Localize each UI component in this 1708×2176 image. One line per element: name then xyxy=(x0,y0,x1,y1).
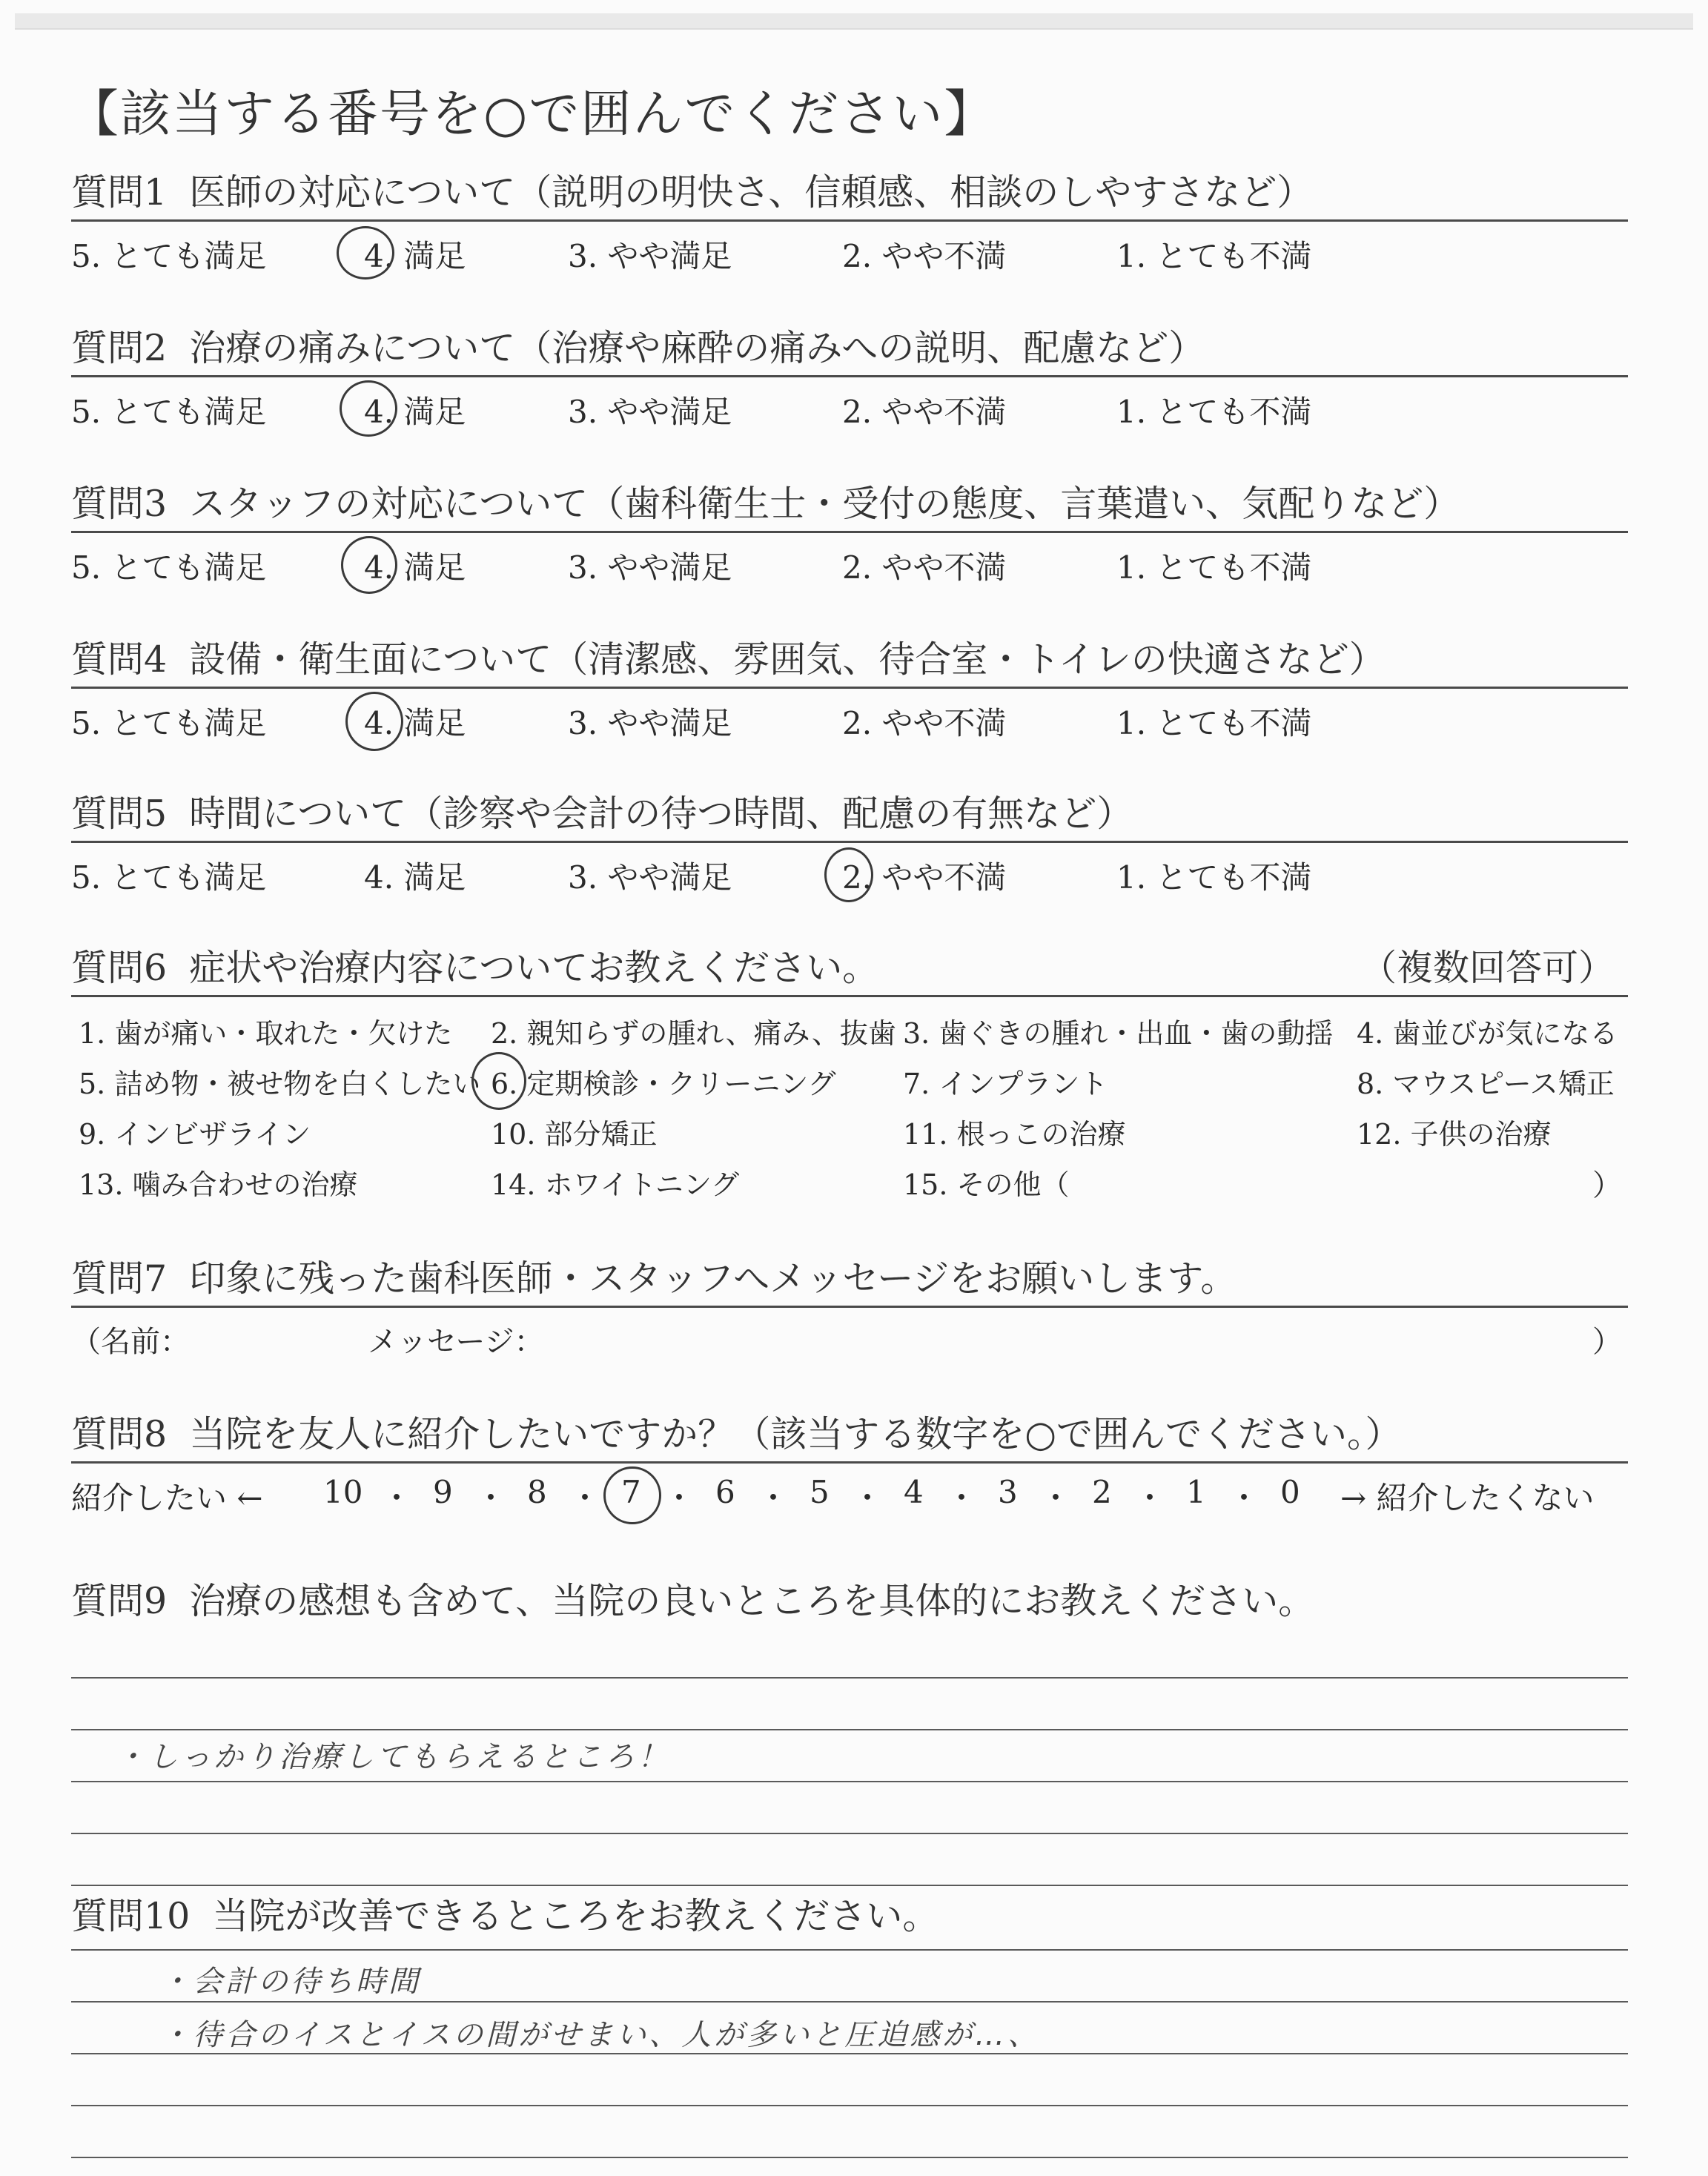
option-4[interactable]: 4. 満足 xyxy=(364,394,466,430)
q6-option-14[interactable]: 14. ホワイトニング xyxy=(491,1168,740,1201)
selection-circle xyxy=(824,847,873,902)
q6-option-1[interactable]: 1. 歯が痛い・取れた・欠けた xyxy=(79,1017,453,1050)
q6-option-10[interactable]: 10. 部分矯正 xyxy=(491,1118,658,1151)
question-number: 質問3 xyxy=(71,483,168,525)
scale-value-1[interactable]: 1 xyxy=(1186,1474,1206,1510)
scale-dot: ・ xyxy=(1228,1480,1260,1516)
answer-line xyxy=(71,2001,1628,2003)
selection-circle xyxy=(471,1052,526,1110)
question-9 xyxy=(71,1579,1628,1891)
scale-value-7[interactable]: 7 xyxy=(621,1474,641,1510)
answer-line xyxy=(71,1729,1628,1730)
handwritten-answer-1: ・会計の待ち時間 xyxy=(160,1965,421,1999)
question-title: 治療の感想も含めて、当院の良いところを具体的にお教えください。 xyxy=(189,1580,1315,1622)
q6-option-7[interactable]: 7. インプラント xyxy=(903,1068,1108,1100)
handwritten-answer-2: ・待合のイスとイスの間がせまい、人が多いと圧迫感が…、 xyxy=(160,2018,1041,2052)
option-4[interactable]: 4. 満足 xyxy=(364,549,466,586)
option-5[interactable]: 5. とても満足 xyxy=(71,238,267,274)
q6-option-4[interactable]: 4. 歯並びが気になる xyxy=(1357,1017,1618,1050)
option-1[interactable]: 1. とても不満 xyxy=(1116,705,1312,741)
option-2[interactable]: 2. やや不満 xyxy=(842,238,1007,274)
q6-option-5[interactable]: 5. 詰め物・被せ物を白くしたい xyxy=(79,1068,481,1100)
scale-dot: ・ xyxy=(852,1480,884,1516)
scale-dot: ・ xyxy=(758,1480,790,1516)
question-number: 質問5 xyxy=(71,793,168,835)
question-1 xyxy=(71,171,1628,274)
option-4[interactable]: 4. 満足 xyxy=(364,238,466,274)
message-close-paren: ） xyxy=(1592,1325,1622,1359)
scale-value-3[interactable]: 3 xyxy=(998,1474,1018,1510)
scale-dot: ・ xyxy=(381,1480,413,1516)
message-label: メッセージ： xyxy=(368,1325,544,1359)
option-2[interactable]: 2. やや不満 xyxy=(842,705,1007,741)
question-3 xyxy=(71,482,1628,585)
question-title: 時間について（診察や会計の待つ時間、配慮の有無など） xyxy=(189,793,1133,835)
answer-line xyxy=(71,1885,1628,1886)
question-2 xyxy=(71,326,1628,429)
scale-dot: ・ xyxy=(663,1480,695,1516)
question-title: スタッフの対応について（歯科衛生士・受付の態度、言葉遣い、気配りなど） xyxy=(189,483,1460,525)
q6-option-3[interactable]: 3. 歯ぐきの腫れ・出血・歯の動揺 xyxy=(903,1017,1334,1050)
option-2[interactable]: 2. やや不満 xyxy=(842,859,1007,896)
scale-value-0[interactable]: 0 xyxy=(1280,1474,1300,1510)
q6-option-6[interactable]: 6. 定期検診・クリーニング xyxy=(491,1068,836,1100)
q6-option-2[interactable]: 2. 親知らずの腫れ、痛み、抜歯 xyxy=(491,1017,896,1050)
scale-value-6[interactable]: 6 xyxy=(715,1474,735,1510)
scan-top-edge xyxy=(15,13,1693,30)
q6-option-12[interactable]: 12. 子供の治療 xyxy=(1357,1118,1552,1151)
selection-circle xyxy=(345,692,403,751)
scale-dot: ・ xyxy=(1134,1480,1166,1516)
option-2[interactable]: 2. やや不満 xyxy=(842,549,1007,586)
selection-circle xyxy=(337,226,394,280)
scale-right-label: → 紹介したくない xyxy=(1340,1480,1595,1516)
selection-circle xyxy=(603,1466,661,1524)
scale-dot: ・ xyxy=(475,1480,507,1516)
name-label: （名前： xyxy=(71,1325,190,1359)
option-1[interactable]: 1. とても不満 xyxy=(1116,859,1312,896)
scale-dot: ・ xyxy=(569,1480,601,1516)
selection-circle xyxy=(341,536,397,594)
option-5[interactable]: 5. とても満足 xyxy=(71,549,267,586)
answer-line xyxy=(71,1833,1628,1834)
scale-value-4[interactable]: 4 xyxy=(904,1474,924,1510)
option-4[interactable]: 4. 満足 xyxy=(364,859,466,896)
option-5[interactable]: 5. とても満足 xyxy=(71,394,267,430)
option-3[interactable]: 3. やや満足 xyxy=(568,549,732,586)
form-header: 【該当する番号を○で囲んでください】 xyxy=(68,85,996,144)
option-2[interactable]: 2. やや不満 xyxy=(842,394,1007,430)
option-4[interactable]: 4. 満足 xyxy=(364,705,466,741)
option-1[interactable]: 1. とても不満 xyxy=(1116,394,1312,430)
question-title: 症状や治療内容についてお教えください。 xyxy=(189,947,879,989)
option-5[interactable]: 5. とても満足 xyxy=(71,705,267,741)
q6-option-13[interactable]: 13. 噛み合わせの治療 xyxy=(79,1168,358,1201)
question-title: 当院が改善できるところをお教えください。 xyxy=(212,1895,939,1937)
scale-left-label: 紹介したい ← xyxy=(71,1480,263,1516)
option-3[interactable]: 3. やや満足 xyxy=(568,705,732,741)
option-1[interactable]: 1. とても不満 xyxy=(1116,238,1312,274)
scale-value-2[interactable]: 2 xyxy=(1092,1474,1112,1510)
selection-circle xyxy=(340,380,397,437)
scale-value-10[interactable]: 10 xyxy=(323,1474,363,1510)
q6-option-8[interactable]: 8. マウスピース矯正 xyxy=(1357,1068,1615,1100)
question-5 xyxy=(71,792,1628,895)
question-6 xyxy=(71,946,1628,1212)
question-title: 設備・衛生面について（清潔感、雰囲気、待合室・トイレの快適さなど） xyxy=(189,638,1386,681)
question-number: 質問2 xyxy=(71,327,168,369)
question-number: 質問7 xyxy=(71,1257,168,1300)
scale-value-5[interactable]: 5 xyxy=(810,1474,830,1510)
answer-line xyxy=(71,1781,1628,1782)
scale-value-9[interactable]: 9 xyxy=(433,1474,453,1510)
question-number: 質問1 xyxy=(71,171,168,214)
question-title: 医師の対応について（説明の明快さ、信頼感、相談のしやすさなど） xyxy=(189,171,1314,214)
answer-line xyxy=(71,1949,1628,1951)
scale-dot: ・ xyxy=(946,1480,978,1516)
question-number: 質問6 xyxy=(71,947,168,989)
scale-value-8[interactable]: 8 xyxy=(527,1474,547,1510)
answer-line xyxy=(71,2105,1628,2106)
question-10 xyxy=(71,1894,1628,2176)
question-number: 質問4 xyxy=(71,638,168,681)
multiple-answers-note: （複数回答可） xyxy=(1360,947,1615,989)
question-number: 質問10 xyxy=(71,1895,191,1937)
question-8 xyxy=(71,1412,1628,1520)
question-title: 当院を友人に紹介したいですか？（該当する数字を○で囲んでください。） xyxy=(189,1413,1402,1455)
option-5[interactable]: 5. とても満足 xyxy=(71,859,267,896)
option-1[interactable]: 1. とても不満 xyxy=(1116,549,1312,586)
other-close-paren: ） xyxy=(1592,1168,1622,1203)
answer-line xyxy=(71,1677,1628,1679)
question-7 xyxy=(71,1257,1628,1360)
handwritten-answer: ・しっかり治療してもらえるところ！ xyxy=(116,1740,670,1774)
q6-option-9[interactable]: 9. インビザライン xyxy=(79,1118,311,1151)
answer-line xyxy=(71,2157,1628,2158)
q6-option-15[interactable]: 15. その他（ xyxy=(903,1168,1070,1201)
option-3[interactable]: 3. やや満足 xyxy=(568,859,732,896)
question-number: 質問9 xyxy=(71,1580,168,1622)
question-title: 治療の痛みについて（治療や麻酔の痛みへの説明、配慮など） xyxy=(189,327,1205,369)
question-title: 印象に残った歯科医師・スタッフへメッセージをお願いします。 xyxy=(189,1257,1237,1300)
question-4 xyxy=(71,638,1628,741)
scale-dot: ・ xyxy=(1040,1480,1072,1516)
question-number: 質問8 xyxy=(71,1413,168,1455)
option-3[interactable]: 3. やや満足 xyxy=(568,394,732,430)
q6-option-11[interactable]: 11. 根っこの治療 xyxy=(903,1118,1126,1151)
option-3[interactable]: 3. やや満足 xyxy=(568,238,732,274)
